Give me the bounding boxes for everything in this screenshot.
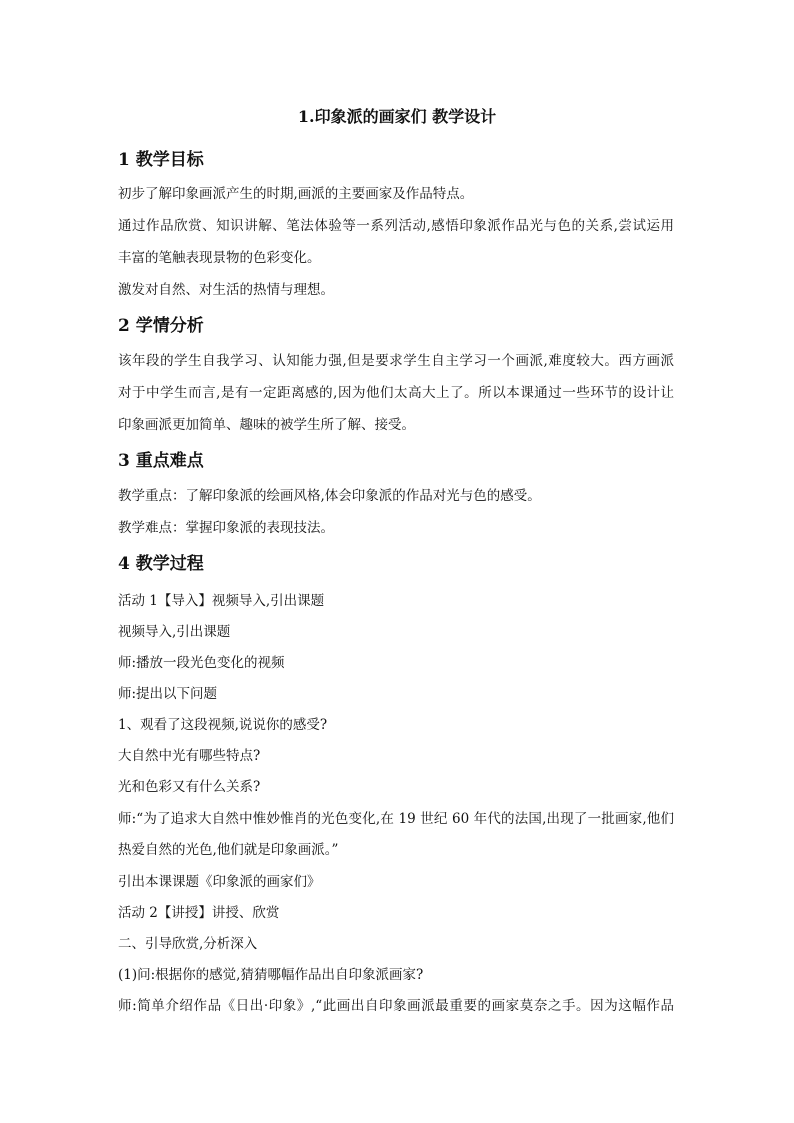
paragraph-line: 引出本课课题《印象派的画家们》 — [118, 874, 321, 890]
paragraph-line: 活动 2【讲授】讲授、欣赏 — [118, 905, 280, 921]
paragraph-line: 该年段的学生自我学习、认知能力强,但是要求学生自主学习一个画派,难度较大。西方画派 — [118, 353, 674, 369]
paragraph-line: 初步了解印象画派产生的时期,画派的主要画家及作品特点。 — [118, 186, 474, 202]
paragraph-line: 激发对自然、对生活的热情与理想。 — [118, 282, 334, 298]
paragraph-line: 教学重点：了解印象派的绘画风格,体会印象派的作品对光与色的感受。 — [118, 488, 541, 504]
paragraph-line: 光和色彩又有什么关系? — [118, 779, 261, 795]
section-heading-student-analysis: 2 学情分析 — [118, 316, 204, 336]
paragraph-line: (1)问:根据你的感觉,猜猜哪幅作品出自印象派画家? — [118, 967, 424, 983]
document-title: 1.印象派的画家们 教学设计 — [297, 107, 497, 126]
section-heading-teaching-goals: 1 教学目标 — [118, 150, 204, 170]
paragraph-line: 热爱自然的光色,他们就是印象画派。” — [118, 842, 339, 858]
paragraph-line: 视频导入,引出课题 — [118, 624, 231, 640]
paragraph-line: 对于中学生而言,是有一定距离感的,因为他们太高大上了。所以本课通过一些环节的设计让 — [118, 385, 674, 401]
paragraph-line: 印象画派更加简单、趣味的被学生所了解、接受。 — [118, 417, 415, 433]
paragraph-line: 通过作品欣赏、知识讲解、笔法体验等一系列活动,感悟印象派作品光与色的关系,尝试运用 — [118, 218, 674, 234]
paragraph-line: 教学难点：掌握印象派的表现技法。 — [118, 520, 334, 536]
paragraph-line: 活动 1【导入】视频导入,引出课题 — [118, 593, 325, 609]
section-heading-teaching-process: 4 教学过程 — [118, 554, 204, 574]
paragraph-line: 师:播放一段光色变化的视频 — [118, 655, 285, 671]
paragraph-line: 师:“为了追求大自然中惟妙惟肖的光色变化,在 19 世纪 60 年代的法国,出现了一批画家,他们 — [118, 811, 674, 827]
paragraph-line: 师:简单介绍作品《日出·印象》,“此画出自印象画派最重要的画家莫奈之手。因为这幅作品 — [118, 998, 674, 1014]
paragraph-line: 师:提出以下问题 — [118, 686, 218, 702]
paragraph-line: 大自然中光有哪些特点? — [118, 748, 261, 764]
paragraph-line: 丰富的笔触表现景物的色彩变化。 — [118, 250, 321, 266]
paragraph-line: 1、观看了这段视频,说说你的感受? — [118, 717, 328, 733]
paragraph-line: 二、引导欣赏,分析深入 — [118, 936, 258, 952]
section-heading-key-points: 3 重点难点 — [118, 451, 204, 471]
